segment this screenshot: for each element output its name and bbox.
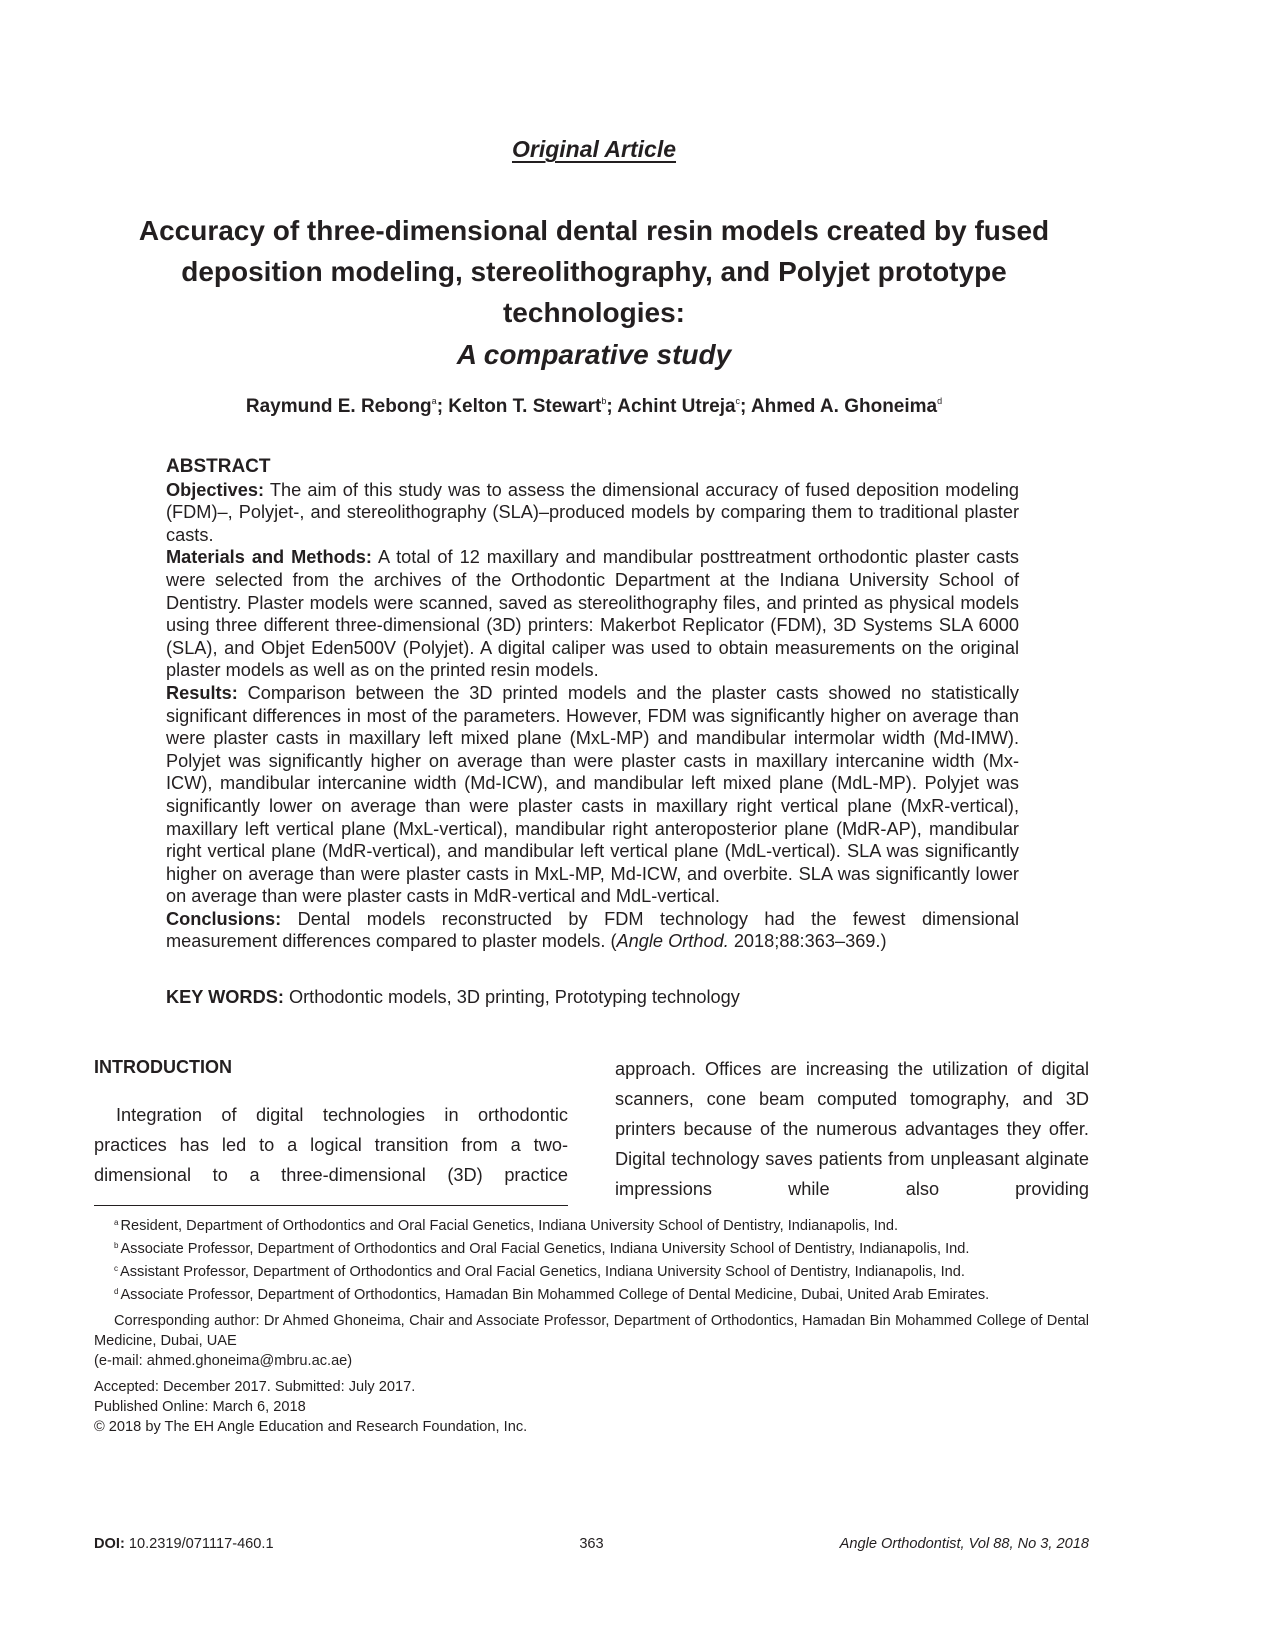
introduction-heading: INTRODUCTION bbox=[94, 1057, 232, 1077]
article-type-label: Original Article bbox=[511, 136, 677, 162]
title-line: Accuracy of three-dimensional dental resin models created by fused bbox=[138, 215, 1050, 246]
affiliation-footnote: $^b$ Associate Professor, Department of Orthodontics and Oral Facial Genetics, Indiana University School of Dentistry, Indianapolis, Ind. bbox=[114, 1241, 970, 1257]
title-line: technologies: bbox=[502, 297, 685, 328]
affiliation-footnote: $^c$ Assistant Professor, Department of Orthodontics and Oral Facial Genetics, Indiana University School of Dentistry, Indianapolis, Ind. bbox=[114, 1264, 965, 1280]
affiliation-footnote: $^a$ Resident, Department of Orthodontics and Oral Facial Genetics, Indiana University School of Dentistry, Indianapolis, Ind. bbox=[114, 1218, 899, 1234]
doi: DOI: 10.2319/071117-460.1 bbox=[94, 1536, 274, 1552]
published-date: Published Online: March 6, 2018 bbox=[94, 1399, 306, 1415]
abstract-methods: Materials and Methods: A total of 12 maxillary and mandibular posttreatment orthodontic plaster casts were selected from the archives of the Orthodontic Department at the Indiana University School of Dentistry. Plaster models were scanned, saved as stereolithography files, and printed as physical models using three different three-dimensional (3D) printers: Makerbot Replicator (FDM), 3D Systems SLA 6000 (SLA), and Objet Eden500V (Polyjet). A digital caliper was used to obtain measurements on the original plaster models as well as on the printed resin models. bbox=[166, 547, 1019, 681]
article-title bbox=[120, 210, 1068, 333]
abstract-results: Results: Comparison between the 3D printed models and the plaster casts showed no statistically significant differences in most of the parameters. However, FDM was significantly higher on average than were plaster casts in maxillary left mixed plane (MxL-MP) and mandibular intermolar width (Md-IMW). Polyjet was significantly higher on average than were plaster casts in maxillary intercanine width (Mx-ICW), mandibular intercanine width (Md-ICW), and mandibular left mixed plane (MdL-MP). Polyjet was significantly lower on average than were plaster casts in maxillary right vertical plane (MxR-vertical), maxillary left vertical plane (MxL-vertical), mandibular right anteroposterior plane (MdR-AP), mandibular right vertical plane (MdR-vertical), and mandibular left vertical plane (MdL-vertical). SLA was significantly higher on average than were plaster casts in MxL-MP, Md-ICW, and overbite. SLA was significantly lower on average than were plaster casts in MdR-vertical and MdL-vertical. bbox=[166, 682, 1019, 907]
footnote-divider bbox=[94, 1205, 568, 1206]
article-subtitle: A comparative study bbox=[456, 339, 732, 370]
page-number: 363 bbox=[579, 1536, 604, 1552]
affiliation-footnote: $^d$ Associate Professor, Department of Orthodontics, Hamadan Bin Mohammed College of Dental Medicine, Dubai, United Arab Emirates. bbox=[114, 1287, 990, 1303]
keywords: KEY WORDS: Orthodontic models, 3D printing, Prototyping technology bbox=[166, 987, 740, 1007]
abstract-conclusions: Conclusions: Dental models reconstructed by FDM technology had the fewest dimensional measurement differences compared to plaster models. (Angle Orthod. 2018;88:363–369.) bbox=[166, 908, 1019, 952]
abstract-heading: ABSTRACT bbox=[166, 456, 271, 477]
author-name: Ahmed A. Ghoneima bbox=[750, 396, 938, 417]
submission-dates: Accepted: December 2017. Submitted: July 2017. bbox=[94, 1379, 416, 1395]
copyright-notice: © 2018 by The EH Angle Education and Research Foundation, Inc. bbox=[94, 1419, 528, 1435]
intro-right-column: approach. Offices are increasing the utilization of digital scanners, cone beam computed tomography, and 3D printers because of the numerous advantages they offer. Digital technology saves patients from unpleasant alginate impressions while also providing bbox=[615, 1059, 1089, 1199]
intro-left-column: Integration of digital technologies in orthodontic practices has led to a logical transition from a two-dimensional to a three-dimensional (3D) practice bbox=[94, 1105, 568, 1185]
affiliation-marker: a bbox=[431, 396, 437, 406]
affiliation-marker: c bbox=[735, 396, 741, 406]
author-email: (e-mail: ahmed.ghoneima@mbru.ac.ae) bbox=[94, 1353, 353, 1369]
corresponding-author: Corresponding author: Dr Ahmed Ghoneima, Chair and Associate Professor, Department of Orthodontics, Hamadan Bin Mohammed College of Dental Medicine, Dubai, UAE bbox=[94, 1313, 1089, 1349]
author-name: Achint Utreja bbox=[617, 396, 736, 417]
abstract-objectives: Objectives: The aim of this study was to assess the dimensional accuracy of fused deposition modeling (FDM)–, Polyjet-, and stereolithography (SLA)–produced models by comparing them to traditional plaster casts. bbox=[166, 479, 1019, 545]
footnotes bbox=[94, 1213, 1089, 1437]
title-line: deposition modeling, stereolithography, and Polyjet prototype bbox=[181, 256, 1007, 287]
abstract bbox=[166, 456, 1019, 953]
affiliation-marker: d bbox=[937, 396, 943, 406]
affiliation-marker: b bbox=[601, 396, 607, 406]
author-name: Kelton T. Stewart bbox=[448, 396, 602, 417]
journal-info: Angle Orthodontist, Vol 88, No 3, 2018 bbox=[839, 1536, 1089, 1552]
author-list: Raymund E. Rebong$^a$; Kelton T. Stewart$^b$; Achint Utreja$^c$; Ahmed A. Ghoneima$^d$ bbox=[245, 396, 943, 417]
author-name: Raymund E. Rebong bbox=[245, 396, 432, 417]
